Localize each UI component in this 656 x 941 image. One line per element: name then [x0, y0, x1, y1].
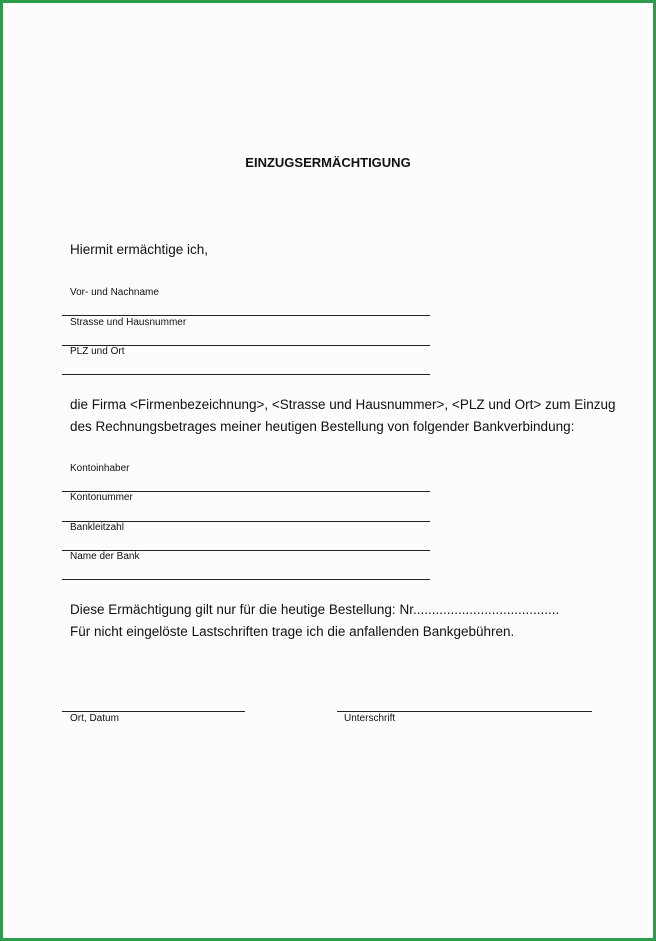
field-line-name [62, 315, 430, 316]
field-label-account-holder: Kontoinhaber [70, 463, 130, 474]
field-label-name: Vor- und Nachname [70, 287, 159, 298]
field-label-street: Strasse und Hausnummer [70, 317, 187, 328]
place-date-line [62, 711, 245, 712]
field-line-city [62, 374, 430, 375]
company-text-line-2: des Rechnungsbetrages meiner heutigen Bestellung von folgender Bankverbindung: [70, 419, 575, 434]
fees-text: Für nicht eingelöste Lastschriften trage ich die anfallenden Bankgebühren. [70, 624, 515, 639]
field-label-bank-name: Name der Bank [70, 551, 140, 562]
place-date-label: Ort, Datum [70, 713, 119, 724]
field-label-bank-code: Bankleitzahl [70, 522, 124, 533]
field-label-city: PLZ und Ort [70, 346, 125, 357]
signature-line [337, 711, 592, 712]
field-line-bank-name [62, 579, 430, 580]
field-label-account-number: Kontonummer [70, 492, 133, 503]
signature-label: Unterschrift [344, 713, 396, 724]
intro-text: Hiermit ermächtige ich, [70, 242, 209, 257]
company-text-line-1: die Firma <Firmenbezeichnung>, <Strasse und Hausnummer>, <PLZ und Ort> zum Einzug [70, 397, 616, 412]
validity-text: Diese Ermächtigung gilt nur für die heutige Bestellung: Nr....................................... [70, 602, 560, 617]
document-title: EINZUGSERMÄCHTIGUNG [245, 155, 411, 170]
